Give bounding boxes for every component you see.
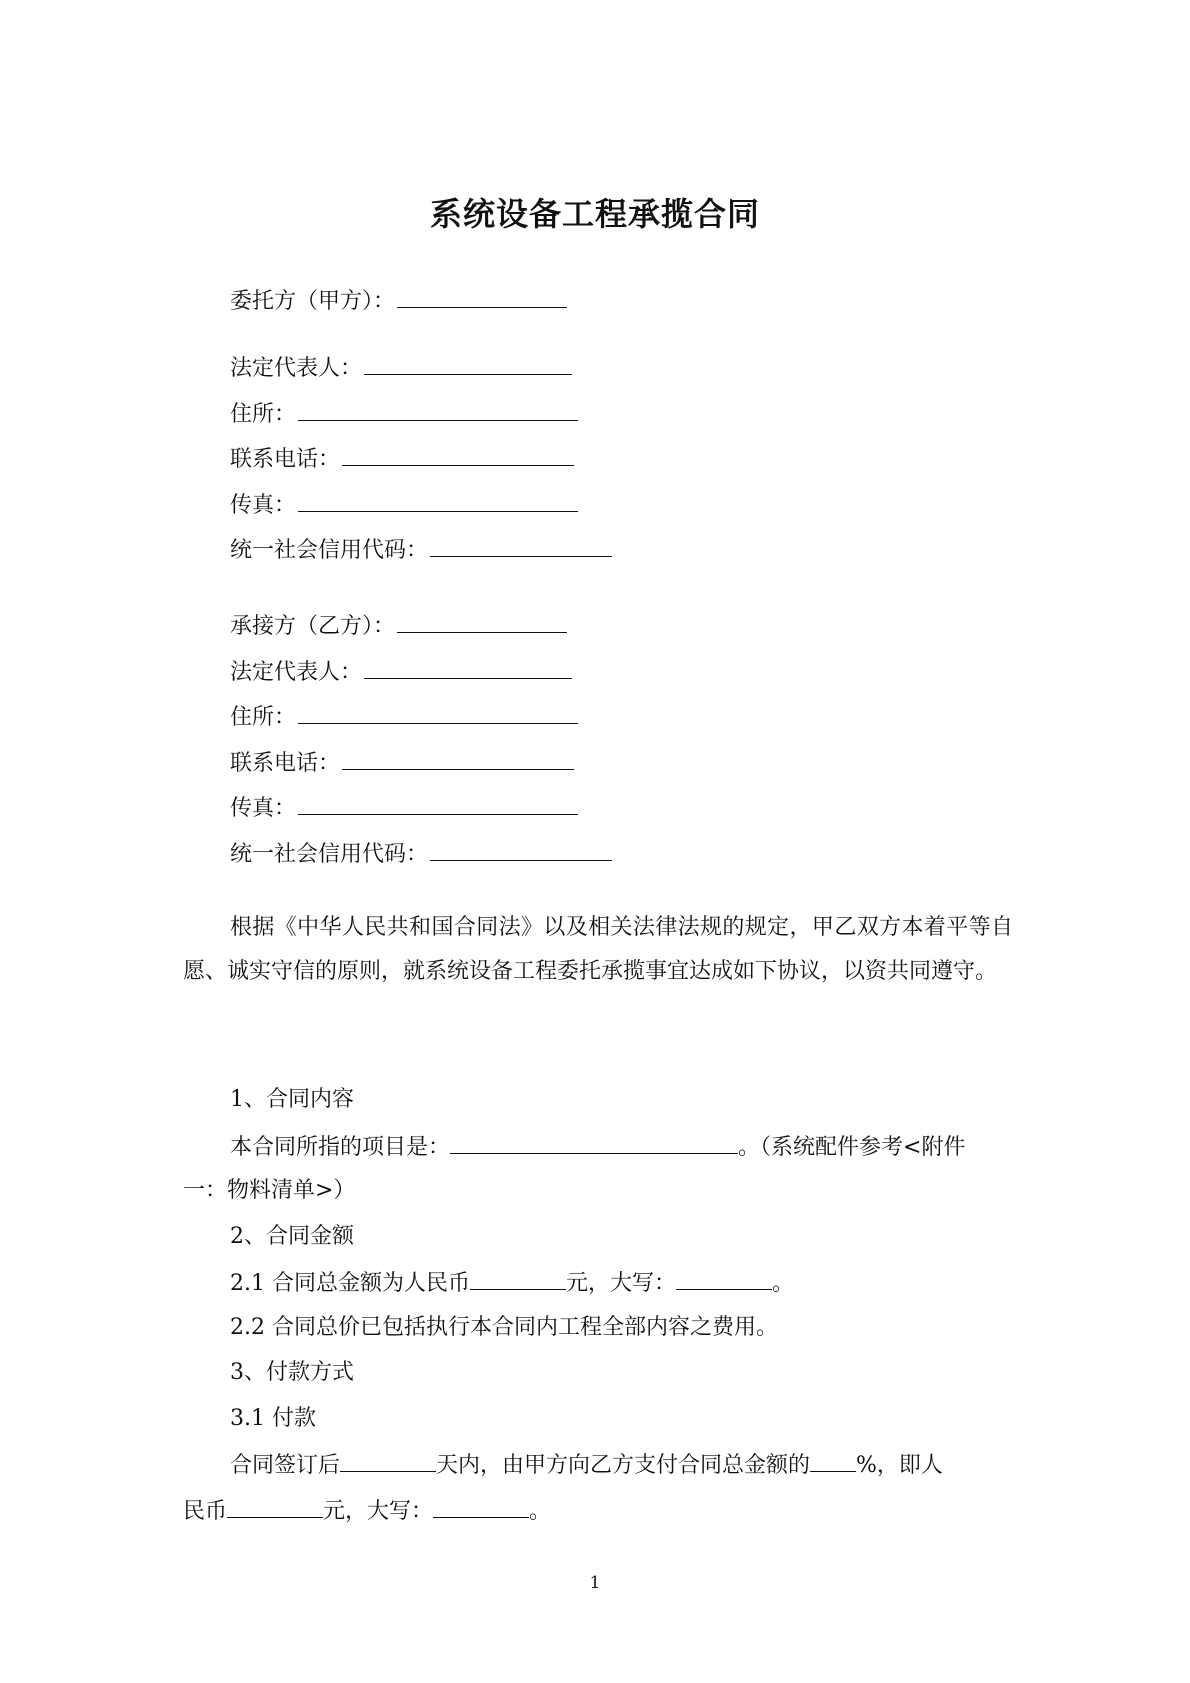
payment-amount-blank[interactable] <box>227 1495 323 1518</box>
section-3-1-text <box>230 1449 943 1481</box>
preamble-paragraph: 根据《中华人民共和国合同法》以及相关法律法规的规定，甲乙双方本着平等自愿、诚实守信的原则，就系统设备工程委托承揽事宜达成如下协议，以资共同遵守。 <box>183 915 1013 984</box>
party-a-phone-label: 联系电话： <box>230 447 341 472</box>
party-a-name-field <box>230 285 567 317</box>
section-2-1-b: 元，大写： <box>565 1271 676 1296</box>
party-b-address-label: 住所： <box>230 705 297 730</box>
party-b-rep-label: 法定代表人： <box>230 660 363 685</box>
payment-amount-words-blank[interactable] <box>433 1495 529 1518</box>
party-b-fax-blank[interactable] <box>298 792 578 815</box>
party-b-credit-field <box>230 838 612 870</box>
party-a-address-label: 住所： <box>230 402 297 427</box>
party-b-rep-blank[interactable] <box>364 656 572 679</box>
party-b-name-field <box>230 610 567 642</box>
contract-amount-words-blank[interactable] <box>676 1267 772 1290</box>
party-a-rep-field <box>230 352 572 384</box>
party-b-fax-label: 传真： <box>230 796 297 821</box>
section-3-1-b: 天内，由甲方向乙方支付合同总金额的 <box>436 1453 811 1478</box>
party-a-credit-blank[interactable] <box>430 534 612 557</box>
party-b-phone-label: 联系电话： <box>230 751 341 776</box>
party-b-phone-field <box>230 747 574 779</box>
party-b-phone-blank[interactable] <box>342 747 574 770</box>
party-b-credit-label: 统一社会信用代码： <box>230 842 429 867</box>
party-a-credit-field <box>230 534 612 566</box>
party-a-address-field <box>230 398 578 430</box>
section-3-1-text-continued <box>183 1495 551 1527</box>
section-3-1-heading: 3.1 付款 <box>230 1406 316 1431</box>
section-1-text-a: 本合同所指的项目是： <box>230 1135 451 1160</box>
section-2-1-a: 2.1 合同总金额为人民币 <box>230 1271 470 1296</box>
section-1-text-continued: 一：物料清单>） <box>183 1178 356 1203</box>
party-a-credit-label: 统一社会信用代码： <box>230 538 429 563</box>
page-number: 1 <box>589 1573 601 1593</box>
section-2-2: 2.2 合同总价已包括执行本合同内工程全部内容之费用。 <box>230 1315 778 1340</box>
section-2-1-c: 。 <box>772 1271 795 1296</box>
party-b-fax-field <box>230 792 578 824</box>
party-b-credit-blank[interactable] <box>430 838 612 861</box>
party-a-fax-blank[interactable] <box>298 489 578 512</box>
project-name-blank[interactable] <box>450 1131 738 1154</box>
payment-percent-blank[interactable] <box>810 1449 856 1472</box>
contract-amount-blank[interactable] <box>470 1267 566 1290</box>
party-b-address-blank[interactable] <box>298 701 578 724</box>
party-a-rep-label: 法定代表人： <box>230 356 363 381</box>
document-title: 系统设备工程承揽合同 <box>429 195 760 233</box>
party-b-rep-field <box>230 656 572 688</box>
payment-days-blank[interactable] <box>340 1449 436 1472</box>
section-2-heading: 2、合同金额 <box>230 1224 354 1249</box>
party-a-rep-blank[interactable] <box>364 352 572 375</box>
party-a-phone-blank[interactable] <box>342 443 574 466</box>
section-1-text <box>230 1131 965 1163</box>
party-a-fax-field <box>230 489 578 521</box>
party-a-fax-label: 传真： <box>230 493 297 518</box>
section-3-1-c: %，即人 <box>856 1453 943 1478</box>
section-3-1-d: 民币 <box>183 1499 228 1524</box>
party-a-address-blank[interactable] <box>298 398 578 421</box>
section-3-1-e: 元，大写： <box>323 1499 434 1524</box>
section-3-1-a: 合同签订后 <box>230 1453 341 1478</box>
party-a-name-label: 委托方（甲方）： <box>230 289 396 314</box>
section-3-heading: 3、付款方式 <box>230 1360 354 1385</box>
section-1-text-b: 。（系统配件参考<附件 <box>738 1135 966 1160</box>
party-b-name-label: 承接方（乙方）： <box>230 614 396 639</box>
section-1-heading: 1、合同内容 <box>230 1087 354 1112</box>
party-b-name-blank[interactable] <box>397 610 567 633</box>
party-b-address-field <box>230 701 578 733</box>
party-a-phone-field <box>230 443 574 475</box>
party-a-name-blank[interactable] <box>397 285 567 308</box>
section-3-1-f: 。 <box>529 1499 552 1524</box>
section-2-1 <box>230 1267 794 1299</box>
